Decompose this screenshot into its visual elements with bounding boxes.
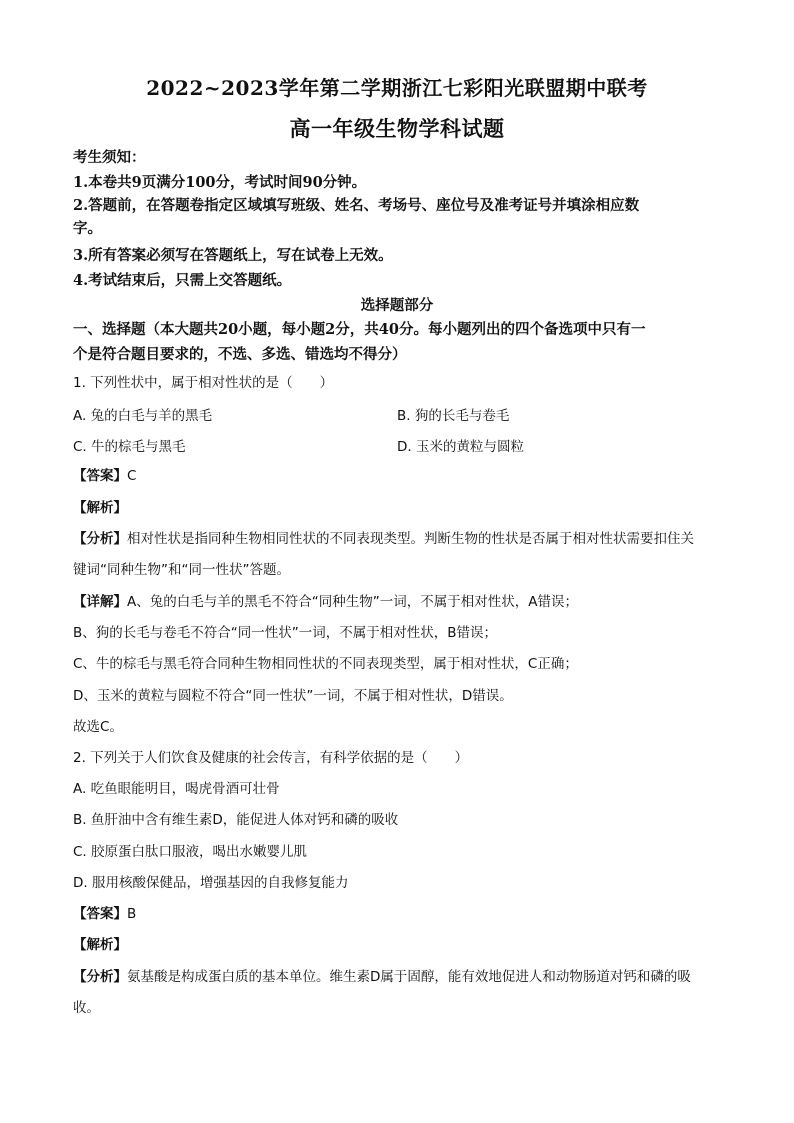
section-instruction-1: 一、选择题（本大题共20小题，每小题2分，共40分。每小题列出的四个备选项中只有一 bbox=[73, 321, 646, 338]
question-1-xiangjie-c: C、牛的棕毛与黑毛符合同种生物相同性状的不同表现类型，属于相对性状，C正确； bbox=[73, 656, 578, 672]
question-2-option-a: A. 吃鱼眼能明目，喝虎骨酒可壮骨 bbox=[73, 781, 280, 797]
question-2-option-c: C. 胶原蛋白肽口服液，喝出水嫩婴儿肌 bbox=[73, 844, 308, 860]
question-2-option-b: B. 鱼肝油中含有维生素D，能促进人体对钙和磷的吸收 bbox=[73, 812, 399, 828]
question-2-analysis-tag: 【解析】 bbox=[73, 937, 127, 953]
question-1-analysis-tag: 【解析】 bbox=[73, 500, 127, 516]
question-1-option-a: A. 兔的白毛与羊的黑毛 bbox=[73, 408, 213, 424]
question-2-answer bbox=[73, 904, 733, 924]
section-instruction-2: 个是符合题目要求的，不选、多选、错选均不得分） bbox=[73, 346, 407, 363]
question-1-option-d: D. 玉米的黄粒与圆粒 bbox=[397, 439, 524, 455]
question-1-answer bbox=[73, 466, 733, 486]
answer-tag: 【答案】 bbox=[73, 906, 127, 922]
question-2-fenxi-cont: 收。 bbox=[73, 1000, 100, 1016]
question-1-fenxi bbox=[73, 529, 733, 549]
question-1-option-c: C. 牛的棕毛与黑毛 bbox=[73, 439, 186, 455]
xiangjie-text: A、兔的白毛与羊的黑毛不符合“同种生物”一词，不属于相对性状，A错误； bbox=[127, 594, 578, 610]
question-2-option-d: D. 服用核酸保健品，增强基因的自我修复能力 bbox=[73, 875, 349, 891]
fenxi-tag: 【分析】 bbox=[73, 531, 127, 547]
fenxi-text: 氨基酸是构成蛋白质的基本单位。维生素D属于固醇，能有效地促进人和动物肠道对钙和磷的吸 bbox=[127, 969, 691, 985]
answer-value: C bbox=[127, 468, 137, 484]
notice-heading: 考生须知： bbox=[73, 149, 146, 166]
question-1-conclusion: 故选C。 bbox=[73, 719, 123, 735]
question-1-fenxi-cont: 键词“同种生物”和“同一性状”答题。 bbox=[73, 562, 290, 578]
question-1-xiangjie-d: D、玉米的黄粒与圆粒不符合“同一性状”一词，不属于相对性状，D错误。 bbox=[73, 688, 513, 704]
question-2-fenxi bbox=[73, 967, 733, 987]
notice-item-2-cont: 字。 bbox=[73, 220, 102, 237]
section-title: 选择题部分 bbox=[360, 297, 434, 314]
fenxi-tag: 【分析】 bbox=[73, 969, 127, 985]
exam-title: 2022~2023学年第二学期浙江七彩阳光联盟期中联考 bbox=[146, 76, 648, 100]
question-1-stem: 1. 下列性状中，属于相对性状的是（ ） bbox=[73, 375, 334, 391]
notice-item-4: 4.考试结束后，只需上交答题纸。 bbox=[73, 272, 292, 289]
answer-value: B bbox=[127, 906, 137, 922]
question-1-option-b: B. 狗的长毛与卷毛 bbox=[397, 408, 510, 424]
fenxi-text: 相对性状是指同种生物相同性状的不同表现类型。判断生物的性状是否属于相对性状需要扣住关 bbox=[127, 531, 694, 547]
xiangjie-tag: 【详解】 bbox=[73, 594, 127, 610]
question-1-xiangjie bbox=[73, 592, 733, 612]
answer-tag: 【答案】 bbox=[73, 468, 127, 484]
notice-item-3: 3.所有答案必须写在答题纸上，写在试卷上无效。 bbox=[73, 247, 393, 264]
question-2-stem: 2. 下列关于人们饮食及健康的社会传言，有科学依据的是（ ） bbox=[73, 750, 469, 766]
notice-item-2: 2.答题前，在答题卷指定区域填写班级、姓名、考场号、座位号及准考证号并填涂相应数 bbox=[73, 197, 640, 214]
notice-item-1: 1.本卷共9页满分100分，考试时间90分钟。 bbox=[73, 174, 367, 191]
question-1-xiangjie-b: B、狗的长毛与卷毛不符合“同一性状”一词，不属于相对性状，B错误； bbox=[73, 625, 498, 641]
exam-subtitle: 高一年级生物学科试题 bbox=[289, 116, 505, 141]
